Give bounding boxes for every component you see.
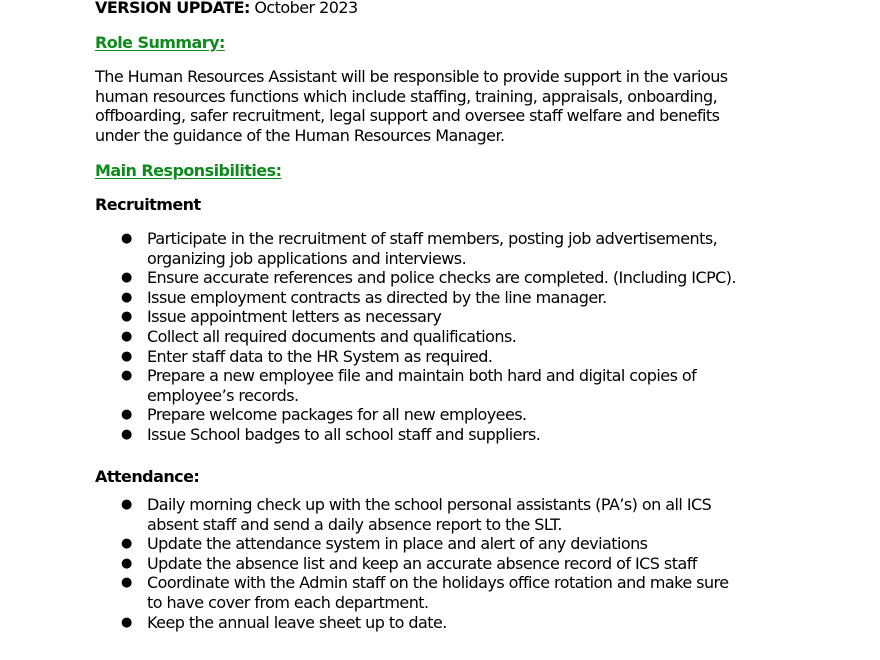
bullet-icon: ● xyxy=(121,309,133,325)
list-item: employee’s records. xyxy=(147,385,299,405)
bullet-icon: ● xyxy=(121,368,133,384)
list-item: Issue employment contracts as directed by the line manager. xyxy=(147,287,607,307)
bullet-icon: ● xyxy=(121,497,133,512)
list-item: organizing job applications and interviews. xyxy=(147,248,467,268)
bullet-icon: ● xyxy=(121,536,133,552)
list-item: Issue School badges to all school staff and suppliers. xyxy=(147,425,541,444)
list-item: to have cover from each department. xyxy=(147,592,429,612)
bullet-icon: ● xyxy=(121,289,133,305)
bullet-icon: ● xyxy=(121,575,133,591)
role-summary-line: The Human Resources Assistant will be responsible to provide support in the various xyxy=(95,67,728,86)
role-summary-line: under the guidance of the Human Resources Manager. xyxy=(95,126,505,145)
bullet-icon: ● xyxy=(121,555,133,571)
list-item: Keep the annual leave sheet up to date. xyxy=(147,612,447,632)
main-responsibilities-heading: Main Responsibilities: xyxy=(95,161,282,180)
list-item: Daily morning check up with the school personal assistants (PA’s) on all ICS xyxy=(147,495,712,514)
role-summary-line: human resources functions which include staffing, training, appraisals, onboarding, xyxy=(95,87,718,106)
version-value: October 2023 xyxy=(249,0,358,17)
attendance-heading: Attendance: xyxy=(95,467,200,486)
bullet-icon: ● xyxy=(121,614,133,630)
list-item: Collect all required documents and qualifications. xyxy=(147,327,517,346)
role-summary-line: offboarding, safer recruitment, legal support and oversee staff welfare and benefits xyxy=(95,106,720,125)
list-item: Update the attendance system in place and alert of any deviations xyxy=(147,534,648,554)
bullet-icon: ● xyxy=(121,348,133,364)
version-update xyxy=(95,0,358,18)
list-item: Prepare a new employee file and maintain both hard and digital copies of xyxy=(147,366,697,386)
role-summary-heading: Role Summary: xyxy=(95,33,225,52)
list-item: Update the absence list and keep an accurate absence record of ICS staff xyxy=(147,553,697,573)
bullet-icon: ● xyxy=(121,427,133,442)
list-item: Ensure accurate references and police checks are completed. (Including ICPC). xyxy=(147,268,737,288)
recruitment-heading: Recruitment xyxy=(95,195,201,214)
list-item: Prepare welcome packages for all new employees. xyxy=(147,405,527,425)
list-item: Coordinate with the Admin staff on the holidays office rotation and make sure xyxy=(147,573,729,593)
list-item: Enter staff data to the HR System as required. xyxy=(147,346,493,366)
bullet-icon: ● xyxy=(121,329,133,344)
bullet-icon: ● xyxy=(121,270,133,286)
version-label: VERSION UPDATE: xyxy=(95,0,250,17)
bullet-icon: ● xyxy=(121,407,133,423)
list-item: Participate in the recruitment of staff members, posting job advertisements, xyxy=(147,229,718,248)
bullet-icon: ● xyxy=(121,231,133,246)
list-item: Issue appointment letters as necessary xyxy=(147,307,442,327)
list-item: absent staff and send a daily absence report to the SLT. xyxy=(147,514,562,534)
